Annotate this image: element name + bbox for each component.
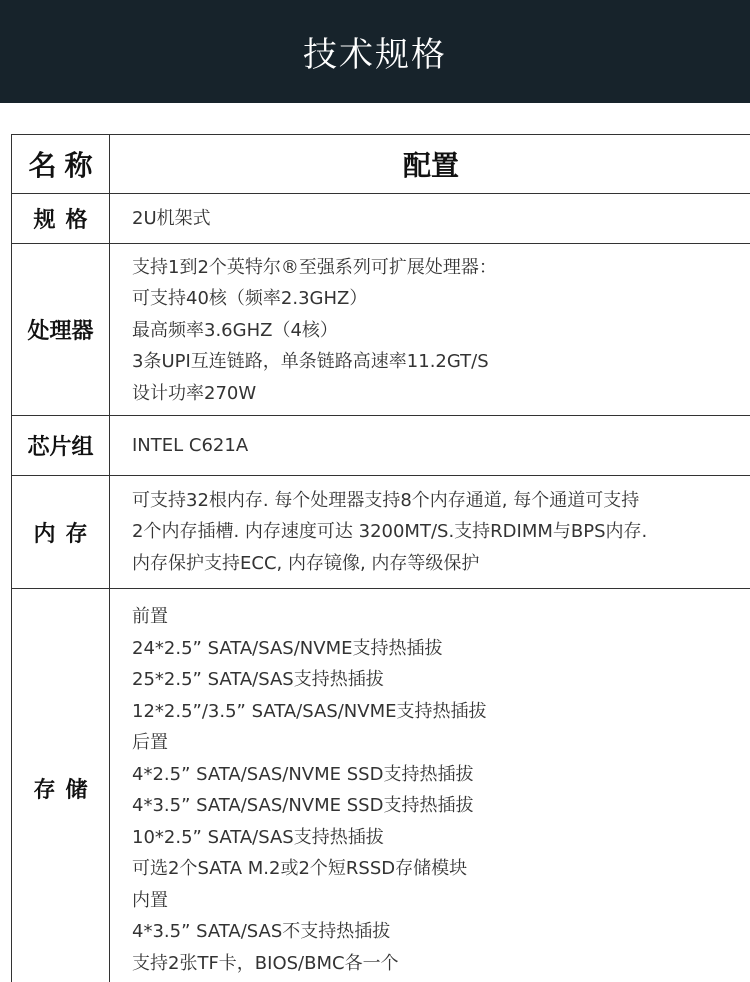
spec-line: 前置 [132, 606, 168, 627]
table-row-memory [12, 476, 750, 589]
spec-line: 2U机架式 [132, 207, 211, 229]
spec-line: 可支持32根内存. 每个处理器支持8个内存通道, 每个通道可支持 [132, 489, 640, 511]
spec-line: 25*2.5” SATA/SAS支持热插拔 [132, 669, 384, 690]
row-label-cpu: 处理器 [12, 244, 110, 416]
spec-line: 24*2.5” SATA/SAS/NVME支持热插拔 [132, 637, 443, 659]
table-row-cpu [12, 244, 750, 416]
spec-line: 后置 [132, 732, 168, 753]
row-value-chipset [110, 416, 750, 476]
spec-line: 可选2个SATA M.2或2个短RSSD存储模块 [132, 858, 468, 879]
table-row-storage [12, 589, 750, 982]
spec-line: 支持2张TF卡，BIOS/BMC各一个 [132, 952, 399, 974]
spec-table [11, 134, 750, 982]
row-value-storage [110, 589, 750, 982]
table-row-chipset [12, 416, 750, 476]
table-header-row [12, 135, 750, 194]
spec-line: 可支持40核（频率2.3GHZ） [132, 288, 368, 310]
spec-line: 内存保护支持ECC, 内存镜像, 内存等级保护 [132, 552, 480, 574]
banner [0, 0, 750, 103]
spec-line: 内置 [132, 889, 168, 911]
header-config: 配置 [110, 135, 750, 194]
row-label-storage: 存储 [12, 589, 110, 982]
spec-line: 最高频率3.6GHZ（4核） [132, 319, 338, 341]
row-label-chipset: 芯片组 [12, 416, 110, 476]
table-row-specs [12, 194, 750, 244]
spec-line: 10*2.5” SATA/SAS支持热插拔 [132, 826, 384, 848]
spec-line: INTEL C621A [132, 434, 249, 456]
spec-line: 3条UPI互连链路，单条链路高速率11.2GT/S [132, 351, 489, 373]
page-title: 技术规格 [303, 35, 447, 75]
spec-line: 4*2.5” SATA/SAS/NVME SSD支持热插拔 [132, 763, 474, 785]
row-value-specs [110, 194, 750, 244]
row-value-memory [110, 476, 750, 589]
spec-line: 2个内存插槽. 内存速度可达 3200MT/S.支持RDIMM与BPS内存. [132, 521, 648, 543]
spec-line: 4*3.5” SATA/SAS/NVME SSD支持热插拔 [132, 795, 474, 816]
row-label-memory: 内存 [12, 476, 110, 589]
header-name: 名称 [12, 135, 110, 194]
spec-line: 4*3.5” SATA/SAS不支持热插拔 [132, 921, 391, 942]
row-value-cpu [110, 244, 750, 416]
row-label-specs: 规格 [12, 194, 110, 244]
spec-line: 设计功率270W [132, 382, 257, 404]
spec-line: 12*2.5”/3.5” SATA/SAS/NVME支持热插拔 [132, 700, 487, 722]
spec-line: 支持1到2个英特尔®至强系列可扩展处理器： [132, 256, 497, 278]
